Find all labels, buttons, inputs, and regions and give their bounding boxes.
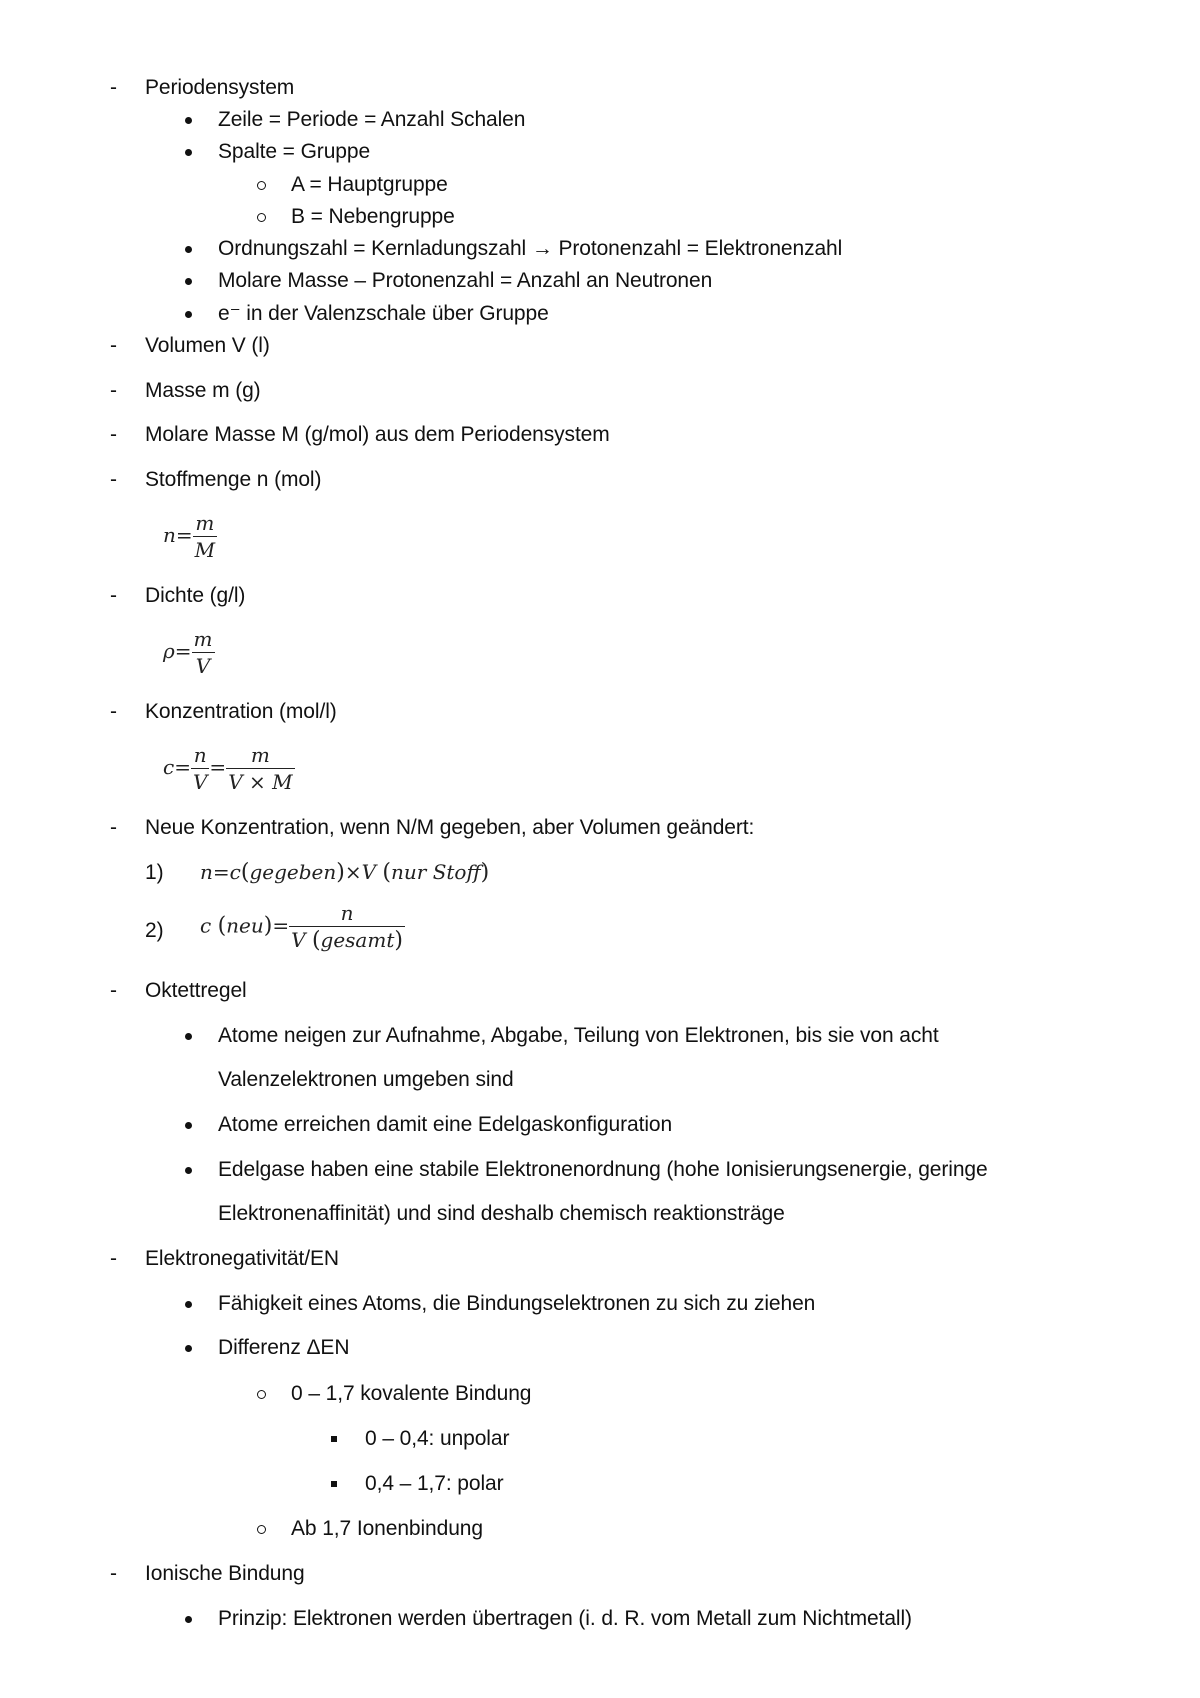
dash-marker: - <box>110 334 117 357</box>
en-bullet-differenz: Differenz ΔEN <box>218 1336 350 1359</box>
formula-stoffmenge: n= $\frac{m}{M}$ <box>163 511 216 562</box>
oktett-bullet-1-line-1: Atome neigen zur Aufnahme, Abgabe, Teilung von Elektronen, bis sie von acht <box>218 1024 939 1047</box>
dash-marker: - <box>110 700 117 723</box>
formula-dichte: ρ= $\frac{m}{V}$ <box>163 627 213 678</box>
oktett-bullet-2: Atome erreichen damit eine Edelgaskonfiguration <box>218 1113 673 1136</box>
square-bullet-icon <box>331 1436 337 1442</box>
heading-masse: Masse m (g) <box>145 379 261 402</box>
formula-konzentration: c= $\frac{n}{V}$ = $\frac{m}{V \times M}$ <box>163 743 293 794</box>
step-label-2: 2) <box>145 919 164 942</box>
dash-marker: - <box>110 423 117 446</box>
heading-volumen: Volumen V (l) <box>145 334 270 357</box>
dash-marker: - <box>110 584 117 607</box>
dash-marker: - <box>110 1247 117 1270</box>
bullet-zeile: Zeile = Periode = Anzahl Schalen <box>218 108 526 131</box>
formula-step2: c (neu)= $\frac{n}{\text{V (gesamt)}}$ <box>200 901 403 953</box>
en-subsub-polar: 0,4 – 1,7: polar <box>365 1472 504 1495</box>
bullet-dot-icon <box>185 311 192 318</box>
heading-oktettregel: Oktettregel <box>145 979 247 1002</box>
bullet-dot-icon <box>185 278 192 285</box>
bullet-dot-icon <box>185 117 192 124</box>
bullet-dot-icon <box>185 1345 192 1352</box>
en-subsub-unpolar: 0 – 0,4: unpolar <box>365 1427 510 1450</box>
ionisch-bullet-prinzip: Prinzip: Elektronen werden übertragen (i. d. R. vom Metall zum Nichtmetall) <box>218 1607 912 1630</box>
dash-marker: - <box>110 979 117 1002</box>
heading-neue-konzentration: Neue Konzentration, wenn N/M gegeben, aber Volumen geändert: <box>145 816 755 839</box>
hollow-circle-icon <box>257 1525 266 1534</box>
hollow-circle-icon <box>257 1390 266 1399</box>
dash-marker: - <box>110 379 117 402</box>
bullet-dot-icon <box>185 149 192 156</box>
bullet-dot-icon <box>185 1301 192 1308</box>
bullet-dot-icon <box>185 246 192 253</box>
heading-elektronegativitaet: Elektronegativität/EN <box>145 1247 339 1270</box>
formula-step1: n=c(gegeben)×V (nur Stoff) <box>200 860 490 885</box>
bullet-dot-icon <box>185 1616 192 1623</box>
hollow-circle-icon <box>257 181 266 190</box>
sub-hauptgruppe: A = Hauptgruppe <box>291 173 448 196</box>
oktett-bullet-3-line-1: Edelgase haben eine stabile Elektronenordnung (hohe Ionisierungsenergie, geringe <box>218 1158 988 1181</box>
dash-marker: - <box>110 816 117 839</box>
dash-marker: - <box>110 1562 117 1585</box>
en-sub-kovalent: 0 – 1,7 kovalente Bindung <box>291 1382 532 1405</box>
sub-nebengruppe: B = Nebengruppe <box>291 205 455 228</box>
bullet-ordnungszahl: Ordnungszahl = Kernladungszahl → Protonenzahl = Elektronenzahl <box>218 237 843 260</box>
heading-molare-masse: Molare Masse M (g/mol) aus dem Periodensystem <box>145 423 610 446</box>
bullet-valenzschale: e⁻ in der Valenzschale über Gruppe <box>218 302 549 325</box>
heading-stoffmenge: Stoffmenge n (mol) <box>145 468 322 491</box>
square-bullet-icon <box>331 1481 337 1487</box>
step-label-1: 1) <box>145 861 164 884</box>
bullet-dot-icon <box>185 1122 192 1129</box>
bullet-dot-icon <box>185 1167 192 1174</box>
bullet-dot-icon <box>185 1033 192 1040</box>
dash-marker: - <box>110 468 117 491</box>
heading-periodensystem: Periodensystem <box>145 76 295 99</box>
oktett-bullet-1-line-2: Valenzelektronen umgeben sind <box>218 1068 514 1091</box>
heading-dichte: Dichte (g/l) <box>145 584 246 607</box>
heading-ionische-bindung: Ionische Bindung <box>145 1562 305 1585</box>
en-sub-ionenbindung: Ab 1,7 Ionenbindung <box>291 1517 483 1540</box>
bullet-spalte: Spalte = Gruppe <box>218 140 371 163</box>
bullet-molare-masse: Molare Masse – Protonenzahl = Anzahl an Neutronen <box>218 269 713 292</box>
hollow-circle-icon <box>257 213 266 222</box>
en-bullet-faehigkeit: Fähigkeit eines Atoms, die Bindungselektronen zu sich zu ziehen <box>218 1292 816 1315</box>
dash-marker: - <box>110 76 117 99</box>
heading-konzentration: Konzentration (mol/l) <box>145 700 337 723</box>
oktett-bullet-3-line-2: Elektronenaffinität) und sind deshalb chemisch reaktionsträge <box>218 1202 785 1225</box>
